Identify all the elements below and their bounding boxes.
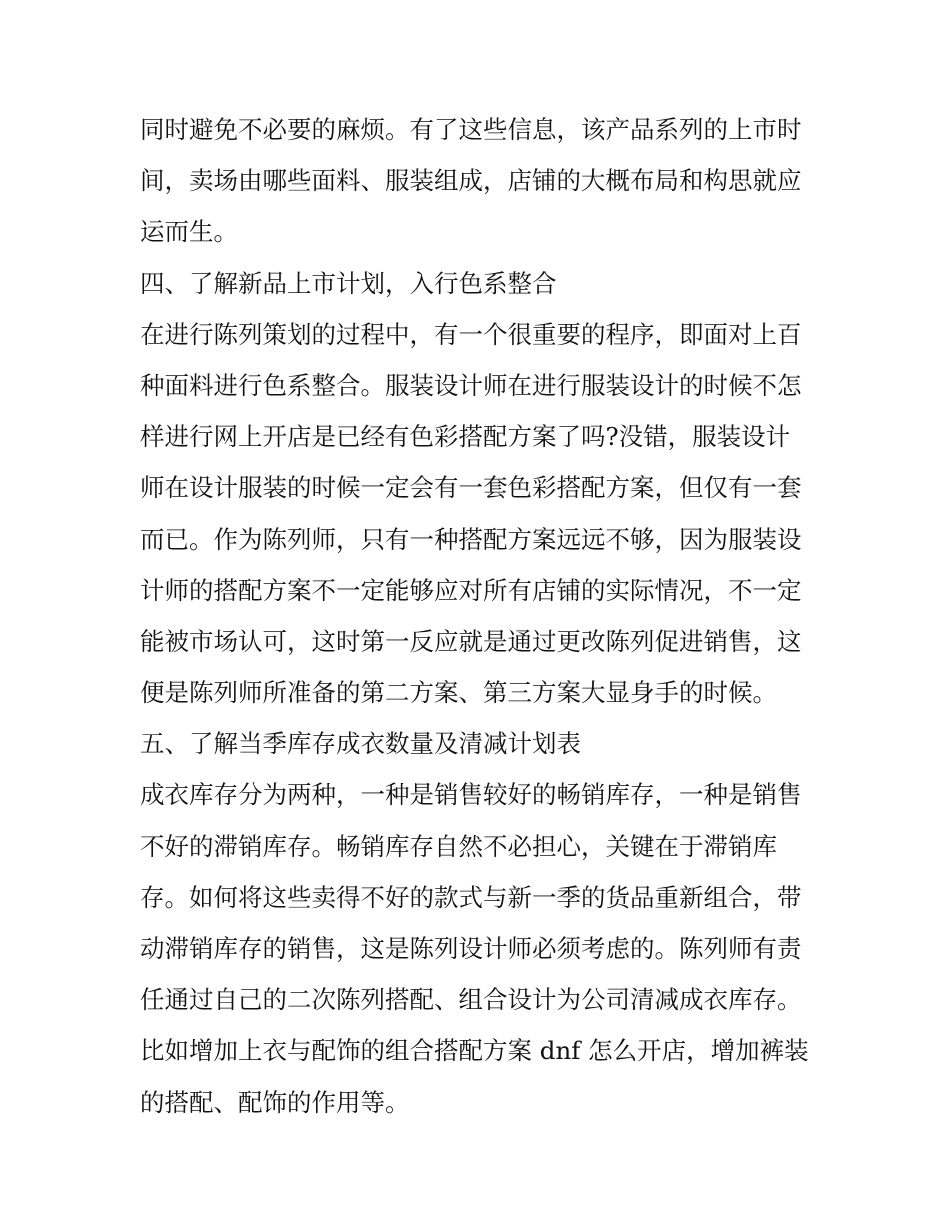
document-body [140,104,815,1128]
body-text-line: 便是陈列师所准备的第二方案、第三方案大显身手的时候。 [140,678,777,708]
body-text-line: 间，卖场由哪些面料、服装组成，店铺的大概布局和构思就应 [140,166,802,196]
body-text-line: 样进行网上开店是已经有色彩搭配方案了吗?没错，服装设计 [140,422,791,452]
body-text-line: 师在设计服装的时候一定会有一套色彩搭配方案，但仅有一套 [140,473,802,503]
body-text-line: 动滞销库存的销售，这是陈列设计师必须考虑的。陈列师有责 [140,934,802,963]
section-heading-5: 五、了解当季库存成衣数量及清减计划表 [140,729,581,759]
body-text-line: 而已。作为陈列师，只有一种搭配方案远远不够，因为服装设 [140,524,802,554]
body-text-line: 的搭配、配饰的作用等。 [140,1087,410,1117]
body-text-line: 存。如何将这些卖得不好的款式与新一季的货品重新组合，带 [140,882,802,912]
body-text-line: 不好的滞销库存。畅销库存自然不必担心，关键在于滞销库 [140,831,777,861]
body-text-line: 计师的搭配方案不一定能够应对所有店铺的实际情况，不一定 [140,575,802,605]
body-text-line: 任通过自己的二次陈列搭配、组合设计为公司清减成衣库存。 [140,985,802,1015]
body-text-line: 在进行陈列策划的过程中，有一个很重要的程序，即面对上百 [140,319,802,349]
body-text-line: 比如增加上衣与配饰的组合搭配方案 dnf 怎么开店，增加裤装 [140,1036,809,1066]
body-text-line: 运而生。 [140,217,238,247]
body-text-line: 同时避免不必要的麻烦。有了这些信息，该产品系列的上市时 [140,115,802,144]
section-heading-4: 四、了解新品上市计划，入行色系整合 [140,268,557,298]
body-text-line: 成衣库存分为两种，一种是销售较好的畅销库存，一种是销售 [140,780,802,810]
body-text-line: 种面料进行色系整合。服装设计师在进行服装设计的时候不怎 [140,370,802,400]
body-text-line: 能被市场认可，这时第一反应就是通过更改陈列促进销售，这 [140,626,802,656]
